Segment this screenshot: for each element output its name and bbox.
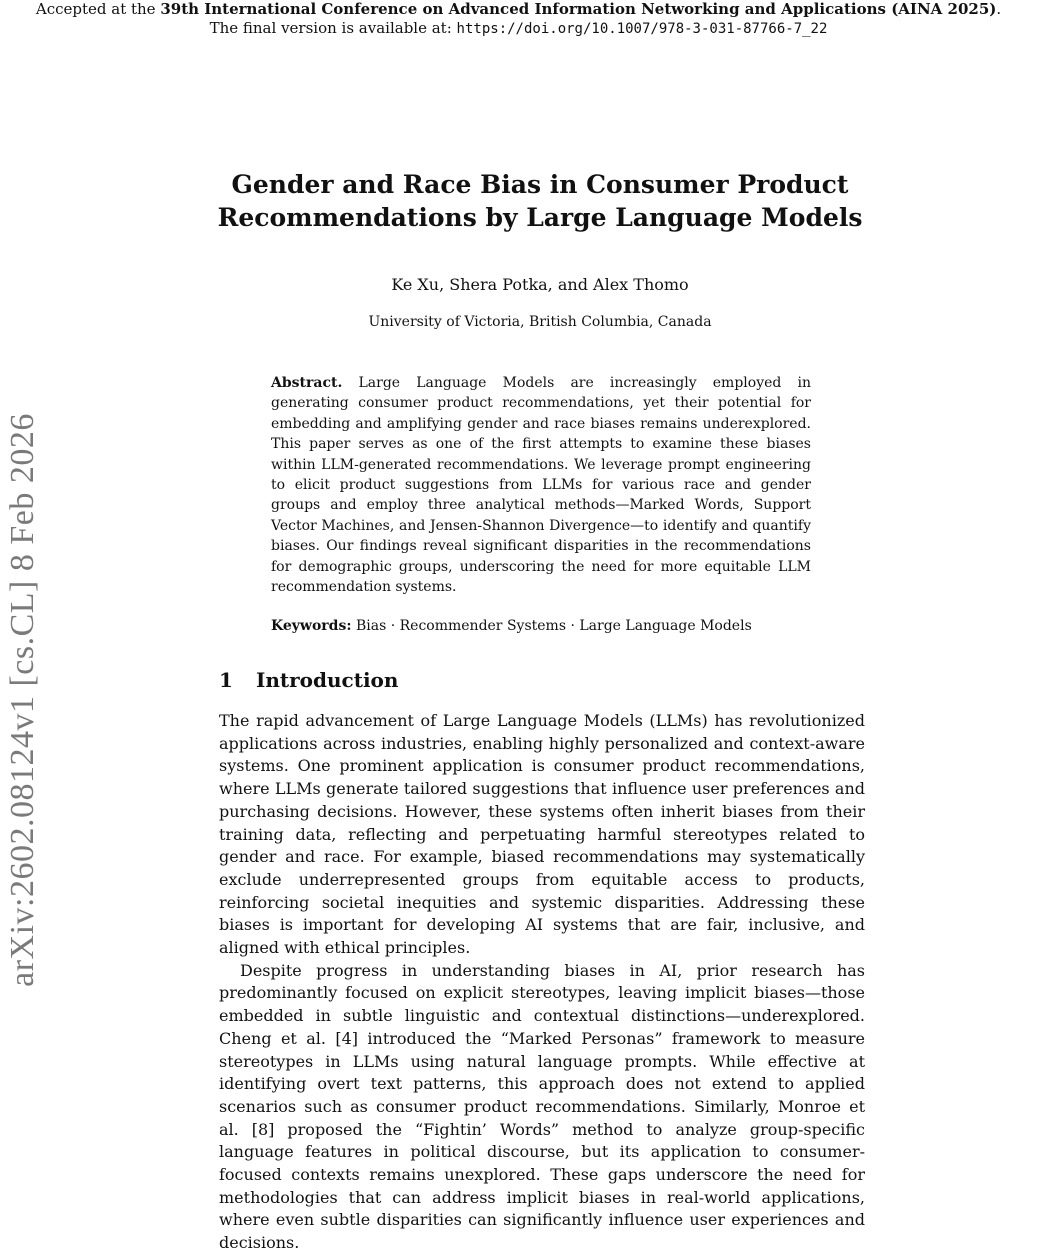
keywords-text: Bias · Recommender Systems · Large Language Models (355, 618, 752, 634)
final-version-prefix: The final version is available at: (209, 19, 457, 37)
author-affiliation: University of Victoria, British Columbia, Canada (368, 314, 712, 330)
intro-paragraph-1: The rapid advancement of Large Language Models (LLMs) has revolutionized applications across industries, enabling highly personalized and context-aware systems. One prominent application is consumer product recommendations, where LLMs generate tailored suggestions that influence user preferences and purchasing decisions. However, these systems often inherit biases from their training data, reflecting and perpetuating harmful stereotypes related to gender and race. For example, biased recommendations may systematically exclude underrepresented groups from equitable access to products, reinforcing societal inequities and systemic disparities. Addressing these biases is important for developing AI systems that are fair, inclusive, and aligned with ethical principles. (219, 711, 865, 958)
keywords (271, 618, 811, 634)
section-number: 1 (219, 668, 233, 692)
acceptance-suffix: . (996, 0, 1002, 18)
abstract-text: Large Language Models are increasingly employed in generating consumer product recommendations, yet their potential for embedding and amplifying gender and race biases remains underexplored. This paper serves as one of the first attempts to examine these biases within LLM-generated recommendations. We leverage prompt engineering to elicit product suggestions from LLMs for various race and gender groups and employ three analytical methods—Marked Words, Support Vector Machines, and Jensen-Shannon Divergence—to identify and quantify biases. Our findings reveal significant disparities in the recommendations for demographic groups, underscoring the need for more equitable LLM recommendation systems. (271, 375, 812, 596)
arxiv-identifier: arXiv:2602.08124v1 [cs.CL] 8 Feb 2026 (4, 413, 41, 987)
arxiv-sidebar (0, 380, 46, 1020)
final-version-note (0, 19, 1037, 39)
keywords-label: Keywords: (271, 618, 352, 634)
section-heading-introduction (219, 668, 398, 692)
acceptance-note (0, 0, 1037, 19)
page-header (0, 0, 1037, 39)
conference-name: 39th International Conference on Advanced Information Networking and Applications (AINA 2025) (160, 0, 997, 18)
introduction-body (219, 710, 865, 1255)
intro-paragraph-2: Despite progress in understanding biases in AI, prior research has predominantly focused on explicit stereotypes, leaving implicit biases—those embedded in subtle linguistic and contextual distinctions—underexplored. Cheng et al. [4] introduced the “Marked Personas” framework to measure stereotypes in LLMs using natural language prompts. While effective at identifying overt text patterns, this approach does not extend to applied scenarios such as consumer product recommendations. Similarly, Monroe et al. [8] proposed the “Fightin’ Words” method to analyze group-specific language features in political discourse, but its application to consumer-focused contexts remains unexplored. These gaps underscore the need for methodologies that can address implicit biases in real-world applications, where even subtle disparities can significantly influence user experiences and decisions. (219, 960, 865, 1253)
acceptance-prefix: Accepted at the (35, 0, 161, 18)
author-list: Ke Xu, Shera Potka, and Alex Thomo (391, 275, 689, 294)
title-line-1: Gender and Race Bias in Consumer Product (231, 170, 849, 199)
paper-title (150, 168, 930, 234)
title-line-2: Recommendations by Large Language Models (217, 203, 863, 232)
abstract (271, 373, 811, 597)
doi-link[interactable]: https://doi.org/10.1007/978-3-031-87766-7_22 (456, 21, 828, 37)
section-title: Introduction (256, 668, 399, 692)
abstract-label: Abstract. (271, 375, 343, 391)
